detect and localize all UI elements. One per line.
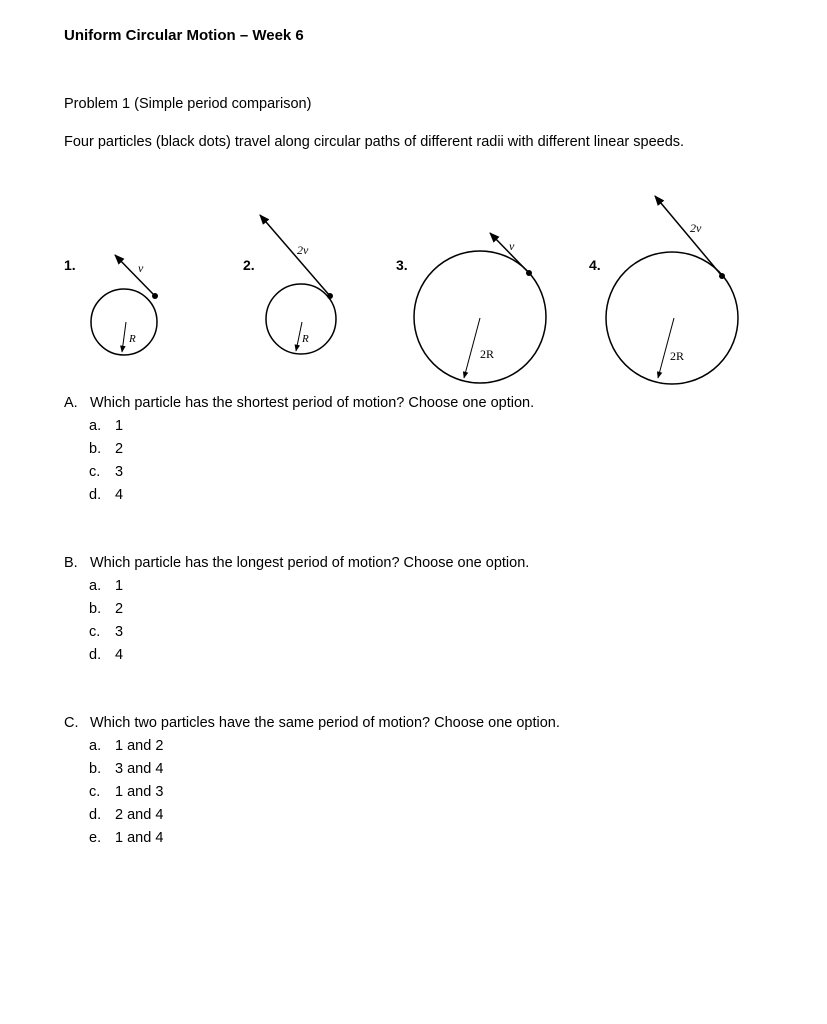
- figure-2-radius-label: R: [302, 333, 309, 345]
- option-text: 1: [115, 578, 124, 594]
- option-text: 1 and 4: [115, 830, 164, 846]
- option-text: 1 and 3: [115, 784, 164, 800]
- question-c-header: [64, 712, 560, 735]
- option-letter: d.: [89, 487, 102, 503]
- option-item[interactable]: [89, 415, 534, 438]
- question-c: [64, 712, 560, 850]
- figure-4-particle: [719, 273, 725, 279]
- question-letter: B.: [64, 555, 78, 571]
- option-item[interactable]: [89, 758, 560, 781]
- option-letter: a.: [89, 738, 102, 754]
- option-item[interactable]: [89, 644, 529, 667]
- option-item[interactable]: [89, 575, 529, 598]
- question-b-options: [64, 575, 529, 667]
- figure-4-velocity-arrow: [655, 196, 722, 276]
- option-letter: b.: [89, 601, 102, 617]
- option-item[interactable]: [89, 804, 560, 827]
- question-c-options: [64, 735, 560, 850]
- figure-1-number: 1.: [64, 257, 76, 273]
- figure-1-particle: [152, 293, 158, 299]
- figure-1-radius-arrow: [122, 322, 126, 352]
- option-letter: c.: [89, 784, 101, 800]
- question-text: Which two particles have the same period of motion? Choose one option.: [90, 715, 560, 731]
- option-item[interactable]: [89, 827, 560, 850]
- figure-3: [396, 233, 546, 383]
- figure-1-radius-label: R: [129, 333, 136, 345]
- option-text: 4: [115, 647, 124, 663]
- option-letter: a.: [89, 418, 102, 434]
- figure-1-velocity-label: v⃗: [138, 261, 153, 275]
- circular-motion-figures: [0, 185, 827, 395]
- option-letter: b.: [89, 441, 102, 457]
- option-text: 3 and 4: [115, 761, 164, 777]
- question-a-header: [64, 392, 534, 415]
- option-item[interactable]: [89, 461, 534, 484]
- option-item[interactable]: [89, 438, 534, 461]
- problem-title: Problem 1 (Simple period comparison): [64, 96, 312, 112]
- figure-3-radius-arrow: [464, 318, 480, 378]
- option-item[interactable]: [89, 621, 529, 644]
- option-text: 1 and 2: [115, 738, 164, 754]
- option-item[interactable]: [89, 781, 560, 804]
- option-text: 2: [115, 441, 124, 457]
- question-b: [64, 552, 529, 667]
- option-text: 3: [115, 464, 124, 480]
- question-text: Which particle has the longest period of motion? Choose one option.: [90, 555, 530, 571]
- figure-3-number: 3.: [396, 257, 408, 273]
- problem-intro: Four particles (black dots) travel along circular paths of different radii with different linear speeds.: [64, 134, 685, 150]
- figure-2: [243, 215, 336, 354]
- option-text: 2 and 4: [115, 807, 164, 823]
- figure-2-velocity-label: 2v⃗: [297, 243, 318, 257]
- option-letter: d.: [89, 807, 102, 823]
- option-letter: b.: [89, 761, 102, 777]
- figure-1-circle: [91, 289, 157, 355]
- option-text: 4: [115, 487, 124, 503]
- question-a: [64, 392, 534, 507]
- option-text: 1: [115, 418, 124, 434]
- question-letter: C.: [64, 715, 79, 731]
- option-letter: a.: [89, 578, 102, 594]
- figure-4-number: 4.: [589, 257, 601, 273]
- question-letter: A.: [64, 395, 78, 411]
- option-letter: c.: [89, 464, 101, 480]
- figure-3-particle: [526, 270, 532, 276]
- figure-4-velocity-label: 2v⃗: [690, 221, 711, 235]
- question-a-options: [64, 415, 534, 507]
- option-letter: e.: [89, 830, 102, 846]
- option-item[interactable]: [89, 735, 560, 758]
- question-b-header: [64, 552, 529, 575]
- option-text: 2: [115, 601, 124, 617]
- option-item[interactable]: [89, 484, 534, 507]
- page-title: Uniform Circular Motion – Week 6: [64, 27, 304, 44]
- figure-3-velocity-label: v⃗: [509, 239, 524, 253]
- figure-2-particle: [327, 293, 333, 299]
- figure-4-radius-arrow: [658, 318, 674, 378]
- figure-4-radius-label: 2R: [670, 349, 685, 363]
- option-text: 3: [115, 624, 124, 640]
- question-text: Which particle has the shortest period of motion? Choose one option.: [90, 395, 535, 411]
- figure-3-radius-label: 2R: [480, 347, 495, 361]
- option-item[interactable]: [89, 598, 529, 621]
- figure-1: [64, 255, 158, 355]
- option-letter: d.: [89, 647, 102, 663]
- figure-2-number: 2.: [243, 257, 255, 273]
- figure-2-circle: [266, 284, 336, 354]
- figure-4: [589, 196, 738, 384]
- option-letter: c.: [89, 624, 101, 640]
